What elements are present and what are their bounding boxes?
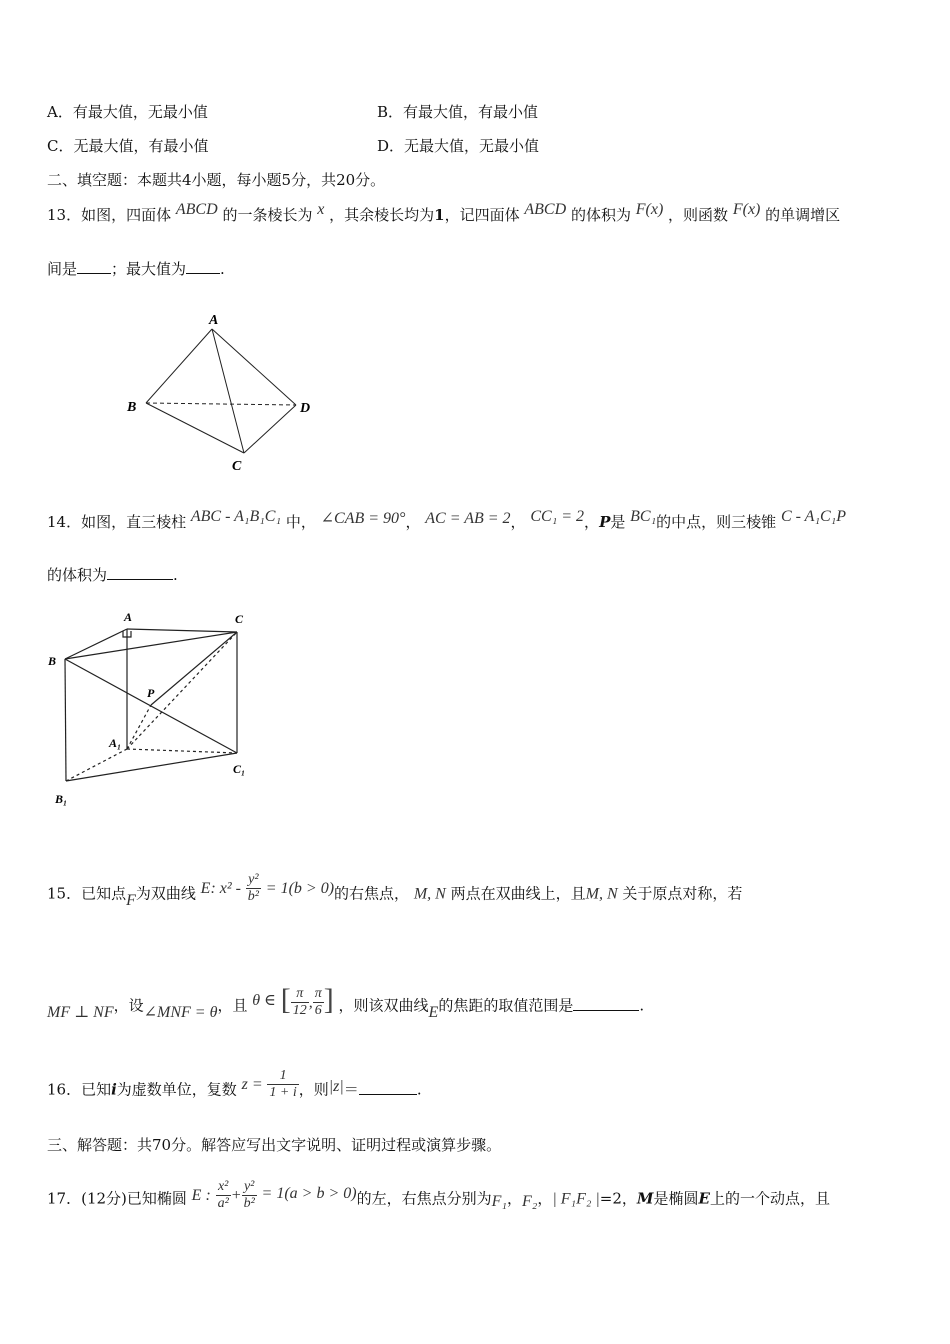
label-c: C bbox=[235, 612, 244, 626]
option-c: C．无最大值，有最小值 bbox=[47, 137, 209, 155]
math-cc1: CC₁ = 2 bbox=[530, 508, 585, 525]
edge-bb1 bbox=[65, 659, 66, 781]
label-p: P bbox=[147, 686, 155, 700]
q15-text: 的右焦点， bbox=[334, 884, 410, 903]
math-mn: M, N bbox=[585, 885, 618, 903]
label-c1: C₁ bbox=[233, 762, 246, 776]
option-a: A．有最大值，无最小值 bbox=[47, 103, 208, 121]
section3-header: 三、解答题：共70分。解答应写出文字说明、证明过程或演算步骤。 bbox=[47, 1136, 502, 1154]
math-f2: F₂ bbox=[521, 1192, 538, 1210]
edge-a1c1-hidden bbox=[127, 749, 237, 753]
math-hyperbola: = 1(b > 0) bbox=[265, 879, 335, 897]
frac-num: x² bbox=[216, 1179, 231, 1196]
q14-text: ， bbox=[405, 513, 421, 531]
q13-text: ，记四面体 bbox=[444, 206, 520, 224]
q14-text: P bbox=[599, 513, 611, 531]
math-mn: M, N bbox=[413, 885, 446, 903]
frac-den: b² bbox=[243, 1196, 255, 1211]
q13-text: 的单调增区 bbox=[765, 206, 841, 224]
math-plus: + bbox=[230, 1186, 242, 1204]
frac-num: π bbox=[314, 986, 322, 1001]
option-d: D．无最大值，无最小值 bbox=[377, 137, 540, 155]
q15-text: 15．已知点 bbox=[47, 884, 127, 903]
q17-text: ， bbox=[537, 1189, 553, 1208]
label-b: B bbox=[127, 400, 137, 415]
q16-text: ＝ bbox=[343, 1080, 359, 1099]
math-ellipse: = 1(a > b > 0) bbox=[261, 1184, 357, 1202]
q15-line2 bbox=[47, 982, 645, 1023]
q14-text: 的中点，则三棱锥 bbox=[656, 513, 777, 531]
edge-ac bbox=[212, 329, 244, 453]
q13-text: 1 bbox=[434, 206, 445, 224]
label-a: A bbox=[124, 610, 133, 624]
edge-bc bbox=[65, 632, 237, 659]
bracket-right: ] bbox=[323, 982, 334, 1016]
tetrahedron-figure bbox=[120, 305, 330, 475]
q17-text: 的左，右焦点分别为 bbox=[356, 1189, 492, 1208]
math-x: x bbox=[317, 201, 325, 218]
q14-text: ， bbox=[584, 513, 600, 531]
math-abs-z: |z| bbox=[328, 1077, 344, 1095]
q16-line bbox=[47, 1068, 422, 1107]
q17-line bbox=[47, 1179, 830, 1216]
frac-den: 12 bbox=[292, 1003, 307, 1018]
q16-text: . bbox=[416, 1080, 422, 1099]
q15-line1 bbox=[47, 872, 743, 911]
q13-text: . bbox=[220, 260, 225, 278]
q16-text: 为虚数单位，复数 bbox=[116, 1080, 237, 1099]
q14-text: ， bbox=[510, 513, 526, 531]
edge-ad bbox=[212, 329, 296, 405]
q13-text: 的一条棱长为 bbox=[222, 206, 313, 224]
frac-num: π bbox=[291, 986, 309, 1003]
answer-blank[interactable] bbox=[107, 563, 173, 580]
q14-text: 14．如图，直三棱柱 bbox=[47, 513, 187, 531]
q17-text: ， bbox=[506, 1189, 522, 1208]
q17-text: E bbox=[698, 1189, 710, 1208]
q17-text: 17．(12分)已知椭圆 bbox=[47, 1189, 187, 1208]
section2-header: 二、填空题：本题共4小题，每小题5分，共20分。 bbox=[47, 171, 386, 189]
frac-num: y² bbox=[242, 1179, 257, 1196]
label-b1: B₁ bbox=[55, 792, 68, 806]
math-f1f2: | F₁F₂ | bbox=[552, 1190, 600, 1208]
math-fx: F(x) bbox=[635, 201, 664, 218]
q13-text: ；最大值为 bbox=[111, 260, 187, 278]
q17-text: M bbox=[636, 1189, 654, 1208]
q14-line1 bbox=[47, 508, 847, 534]
math-f1: F₁ bbox=[491, 1192, 507, 1210]
q15-text: ，则该双曲线 bbox=[338, 996, 429, 1015]
q13-text: ，则函数 bbox=[668, 206, 729, 224]
answer-blank[interactable] bbox=[573, 994, 639, 1011]
label-a1: A₁ bbox=[109, 736, 122, 750]
math-theta: ∠MNF = θ bbox=[143, 1003, 218, 1021]
math-bc1: BC₁ bbox=[630, 508, 657, 525]
bracket-left: [ bbox=[280, 982, 291, 1016]
math-f: F bbox=[126, 891, 136, 909]
q15-text: 两点在双曲线上，且 bbox=[450, 884, 586, 903]
q13-text: 的体积为 bbox=[570, 206, 631, 224]
label-a: A bbox=[209, 313, 219, 328]
fraction-pi-6 bbox=[313, 986, 324, 1019]
comma: , bbox=[308, 993, 313, 1011]
math-z: z = bbox=[241, 1075, 263, 1093]
q14-line2 bbox=[47, 563, 178, 586]
q15-text: ，设 bbox=[113, 996, 144, 1015]
q13-text: ，其余棱长均为 bbox=[329, 206, 435, 224]
math-abcd: ABCD bbox=[175, 201, 218, 218]
math-angle: ∠CAB = 90° bbox=[320, 510, 406, 527]
prism-figure bbox=[45, 605, 265, 815]
frac-den: b² bbox=[247, 889, 259, 904]
q14-text: 中， bbox=[285, 513, 316, 531]
answer-blank[interactable] bbox=[77, 257, 111, 274]
q15-text: 关于原点对称，若 bbox=[622, 884, 743, 903]
answer-blank[interactable] bbox=[359, 1078, 417, 1095]
q13-line1 bbox=[47, 201, 841, 227]
q13-text: 13．如图，四面体 bbox=[47, 206, 172, 224]
fraction-1-1plusi bbox=[267, 1068, 298, 1101]
q15-text: 的焦距的取值范围是 bbox=[438, 996, 574, 1015]
edge-b1c1 bbox=[66, 753, 237, 781]
label-d: D bbox=[300, 401, 311, 416]
math-ellipse: E : bbox=[191, 1186, 211, 1204]
q14-text: 的体积为 bbox=[47, 566, 108, 584]
option-b: B．有最大值，有最小值 bbox=[377, 103, 539, 121]
q14-text: . bbox=[173, 566, 178, 584]
math-lengths: AC = AB = 2 bbox=[425, 510, 511, 527]
math-prism: ABC - A₁B₁C₁ bbox=[190, 508, 282, 525]
q13-line2 bbox=[47, 257, 225, 280]
frac-num: y² bbox=[246, 872, 261, 889]
frac-den: 6 bbox=[314, 1003, 322, 1018]
math-hyperbola: E: x² - bbox=[200, 879, 241, 897]
q13-text: 间是 bbox=[47, 260, 78, 278]
math-fx: F(x) bbox=[732, 201, 761, 218]
q17-text: 是椭圆 bbox=[653, 1189, 699, 1208]
math-perp: MF ⊥ NF bbox=[47, 1003, 114, 1021]
edge-bd-hidden bbox=[146, 403, 296, 405]
edge-cd bbox=[244, 405, 296, 453]
frac-den: 1 + i bbox=[269, 1085, 297, 1100]
fraction-pi-12 bbox=[291, 986, 309, 1019]
q16-text: i bbox=[111, 1080, 117, 1099]
q15-text: . bbox=[639, 996, 645, 1015]
edge-ac bbox=[127, 629, 237, 632]
fraction-y2-b2 bbox=[242, 1179, 257, 1212]
q16-text: ，则 bbox=[298, 1080, 329, 1099]
math-interval: θ ∈ bbox=[252, 991, 276, 1009]
q17-text: 上的一个动点，且 bbox=[709, 1189, 830, 1208]
fraction-x2-a2 bbox=[216, 1179, 231, 1212]
label-b: B bbox=[48, 654, 57, 668]
math-e: E bbox=[428, 1003, 439, 1021]
math-abcd: ABCD bbox=[524, 201, 567, 218]
edge-a1c-hidden bbox=[127, 632, 237, 749]
q15-text: ，且 bbox=[217, 996, 248, 1015]
fraction-y2-b2 bbox=[246, 872, 261, 905]
answer-blank[interactable] bbox=[186, 257, 220, 274]
label-c: C bbox=[232, 459, 242, 474]
math-pyramid: C - A₁C₁P bbox=[780, 508, 847, 525]
edge-bc bbox=[146, 403, 244, 453]
frac-den: a² bbox=[217, 1196, 229, 1211]
q14-text: 是 bbox=[610, 513, 626, 531]
frac-num: 1 bbox=[267, 1068, 298, 1085]
edge-ab bbox=[146, 329, 212, 403]
q16-text: 16．已知 bbox=[47, 1080, 112, 1099]
q15-text: 为双曲线 bbox=[135, 884, 196, 903]
q17-text: =2， bbox=[599, 1189, 637, 1208]
